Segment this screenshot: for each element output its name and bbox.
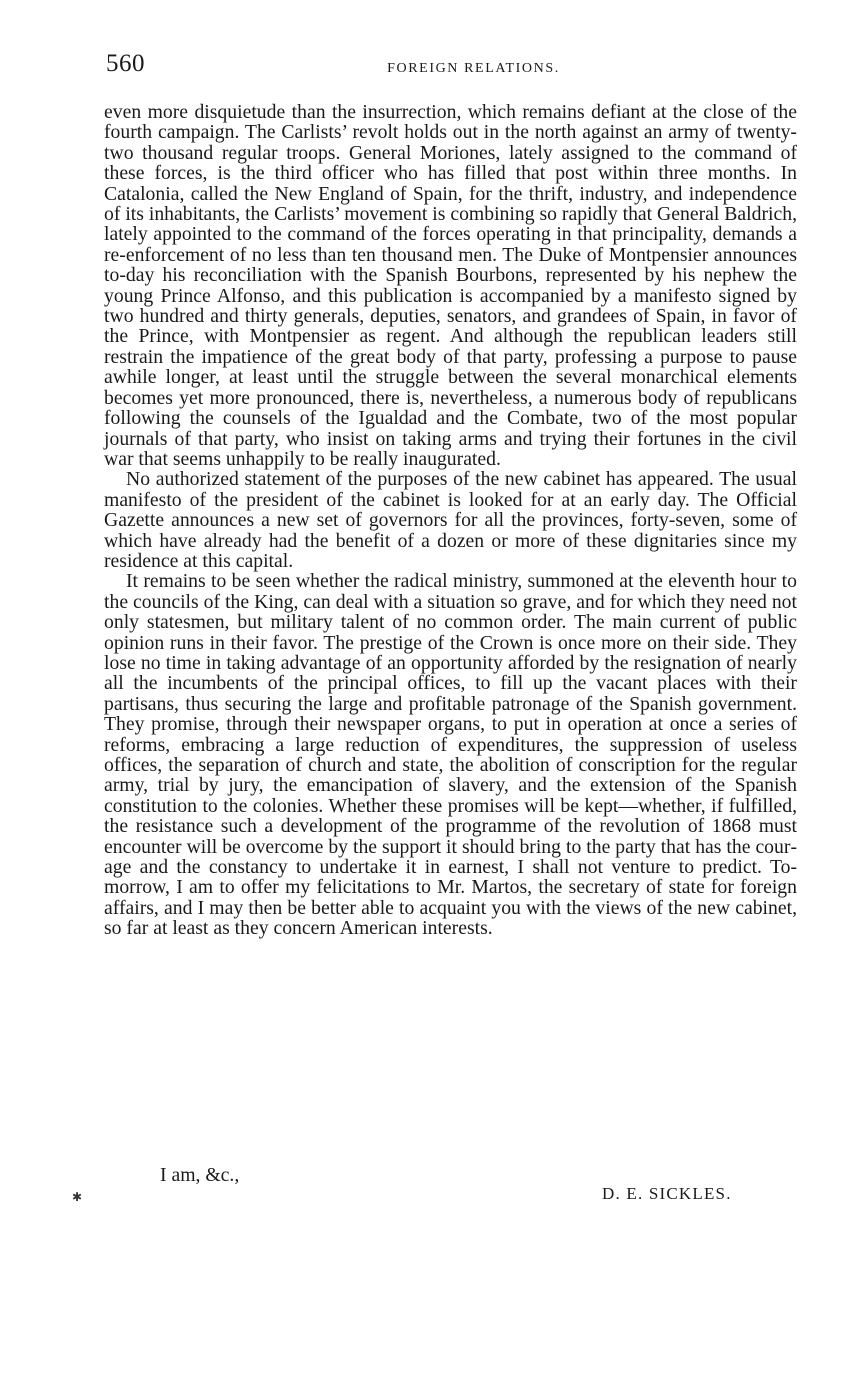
paragraph-continuation: even more disquietude than the insurrection, which remains defiant at the close of the fourth campaign. The Carlists’ revolt holds out in the north against an army of twenty-two thousand regular troops. General Moriones, lately assigned to the command of these forces, is the third officer who has filled that post within three months. In Catalonia, called the New England of Spain, for the thrift, industry, and independence of its inhabitants, the Carlists’ movement is combining so rapidly that General Baldrich, lately appointed to the command of the forces operating in that principality, demands a re-enforcement of no less than ten thousand men. The Duke of Montpensier announces to-day his reconciliation with the Spanish Bourbons, represented by his nephew the young Prince Alfonso, and this publication is accompanied by a manifesto signed by two hundred and thirty generals, deputies, senators, and grandees of Spain, in favor of the Prince, with Montpensier as regent. And although the republican leaders still restrain the impatience of the great body of that party, professing a purpose to pause awhile longer, at least until the struggle between the several monarchical elements becomes yet more pronounced, there is, nevertheless, a numerous body of republicans following the counsels of the Igualdad and the Combate, two of the most popular journals of that party, who insist on taking arms and trying their fortunes in the civil war that seems unhappily to be really inaugurated. — [104, 101, 797, 470]
paragraph-cabinet-statement: No authorized statement of the purposes of the new cabinet has appeared. The usual manifesto of the president of the cabinet is looked for at an early day. The Official Gazette announces a new set of governors for all the provinces, forty-seven, some of which have already had the benefit of a dozen or more of these dignitaries since my residence at this capital. — [104, 468, 797, 572]
page-header — [106, 50, 771, 84]
paragraph-radical-ministry: It remains to be seen whether the radical ministry, summoned at the eleventh hour to the councils of the King, can deal with a situation so grave, and for which they need not only statesmen, but military talent of no common order. The main current of public opinion runs in their favor. The prestige of the Crown is once more on their side. They lose no time in taking advantage of an opportunity afforded by the resignation of nearly all the incumbents of the principal offices, to fill up the vacant places with their partisans, thus securing the large and profitable patronage of the Spanish government. They promise, through their newspaper organs, to put in operation at once a series of reforms, embracing a large reduction of expenditures, the suppression of useless offices, the separation of church and state, the abolition of conscription for the regular army, trial by jury, the emancipation of slavery, and the extension of the Spanish constitution to the colonies. Whether these promises will be kept—whether, if fulfilled, the resistance such a development of the programme of the revolution of 1868 must encounter will be overcome by the support it should bring to the party that has the courage and the constancy to undertake it in earnest, I shall not venture to predict. To-morrow, I am to offer my felicitations to Mr. Martos, the secretary of state for foreign affairs, and I may then be better able to acquaint you with the views of the new cabinet, so far at least as they concern American interests. — [104, 570, 797, 940]
margin-mark: ✱ — [72, 1190, 83, 1204]
page-number: 560 — [106, 50, 145, 77]
signature: D. E. SICKLES. — [602, 1184, 732, 1203]
closing-salutation: I am, &c., — [160, 1164, 240, 1186]
running-head: FOREIGN RELATIONS. — [387, 61, 560, 76]
body-text — [104, 102, 797, 939]
